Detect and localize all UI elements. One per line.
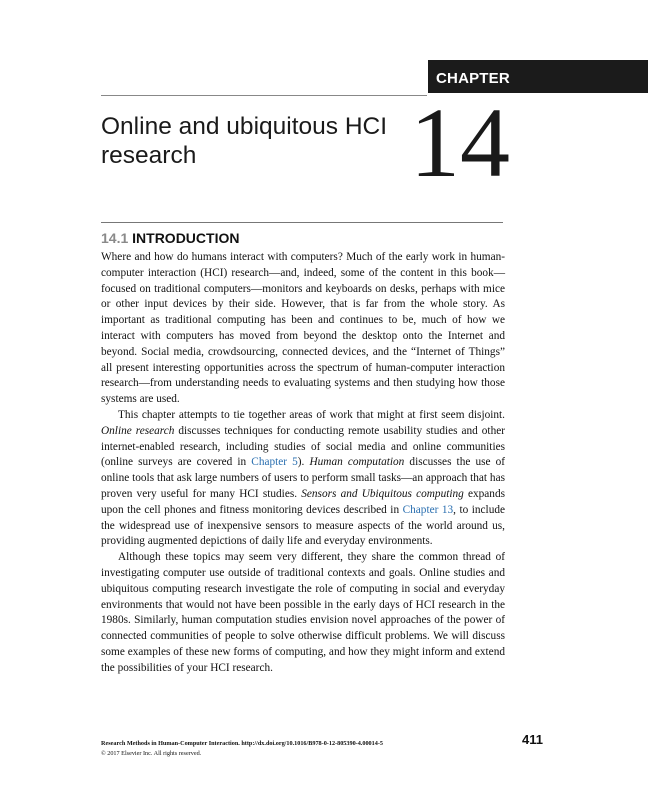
- paragraph-2-text: discusses the use of online tools that ask large numbers of users to perform small tasks—an approach that has proven very useful for many HCI studies.: [101, 456, 506, 500]
- paragraph-2-text: discusses techniques for conducting remote usability studies and other internet-enabled research, including studies of social media and online communities (online surveys are covered in: [101, 424, 505, 469]
- section-title: INTRODUCTION: [132, 230, 240, 246]
- top-rule: [101, 95, 427, 96]
- chapter-label: CHAPTER: [428, 60, 648, 93]
- paragraph-3: Although these topics may seem very different, they share the common thread of investigating computer use outside of traditional contexts and goals. Online studies and ubiquitous computing research investigate the role of computing in social and everyday environments that would not have been possible in the early days of HCI research in the 1980s. Similarly, human computation studies envision novel approaches of the power of connected communities of people to solve otherwise difficult problems. We will discuss some examples of these new forms of computing, and how they might inform and extend the possibilities of your HCI research.: [101, 551, 505, 674]
- term-human-computation: Human computation: [309, 456, 405, 469]
- chapter-title: Online and ubiquitous HCI research: [101, 113, 388, 169]
- footer-copyright: © 2017 Elsevier Inc. All rights reserved.: [101, 749, 202, 757]
- paragraph-2-text: , to include the widespread use of inexpensive sensors to measure aspects of the world around us, providing augmented depictions of daily life and everyday environments.: [101, 503, 506, 548]
- footer: [101, 739, 541, 758]
- page-number: 411: [522, 732, 543, 747]
- paragraph-2: [101, 408, 505, 550]
- section-number: 14.1: [101, 230, 129, 246]
- body-text: [101, 250, 505, 677]
- section-heading: [101, 230, 239, 246]
- paragraph-1: Where and how do humans interact with computers? Much of the early work in human-computer interaction (HCI) research—and, indeed, some of the content in this book—focused on traditional computers—monitors and keyboards on desks, perhaps with mice or other input devices by their side. However, that is far from the whole story. As important as traditional computing has been and continues to be, much of how we interact with computers has moved from beyond the desktop onto the Internet and beyond. Social media, crowdsourcing, connected devices, and the “Internet of Things” all present interesting opportunities across the spectrum of human-computer interaction research—from understanding needs to evaluating systems and then studying how those systems are used.: [101, 251, 505, 406]
- paragraph-2-text: expands upon the cell phones and fitness monitoring devices described in: [101, 487, 505, 516]
- term-online-research: Online research: [101, 424, 175, 437]
- term-sensors-ubiquitous: Sensors and Ubiquitous computing: [301, 487, 464, 500]
- section-rule: [101, 222, 503, 223]
- paragraph-2-text: ).: [297, 456, 310, 469]
- footer-reference: Research Methods in Human-Computer Interaction. http://dx.doi.org/10.1016/B978-0-12-805390-4.00014-5: [101, 740, 383, 747]
- chapter-number: 14: [410, 87, 510, 198]
- paragraph-2-text: This chapter attempts to tie together areas of work that might at first seem disjoint.: [118, 408, 505, 421]
- chapter-13-link[interactable]: Chapter 13: [402, 503, 454, 516]
- chapter-5-link[interactable]: Chapter 5: [251, 456, 298, 469]
